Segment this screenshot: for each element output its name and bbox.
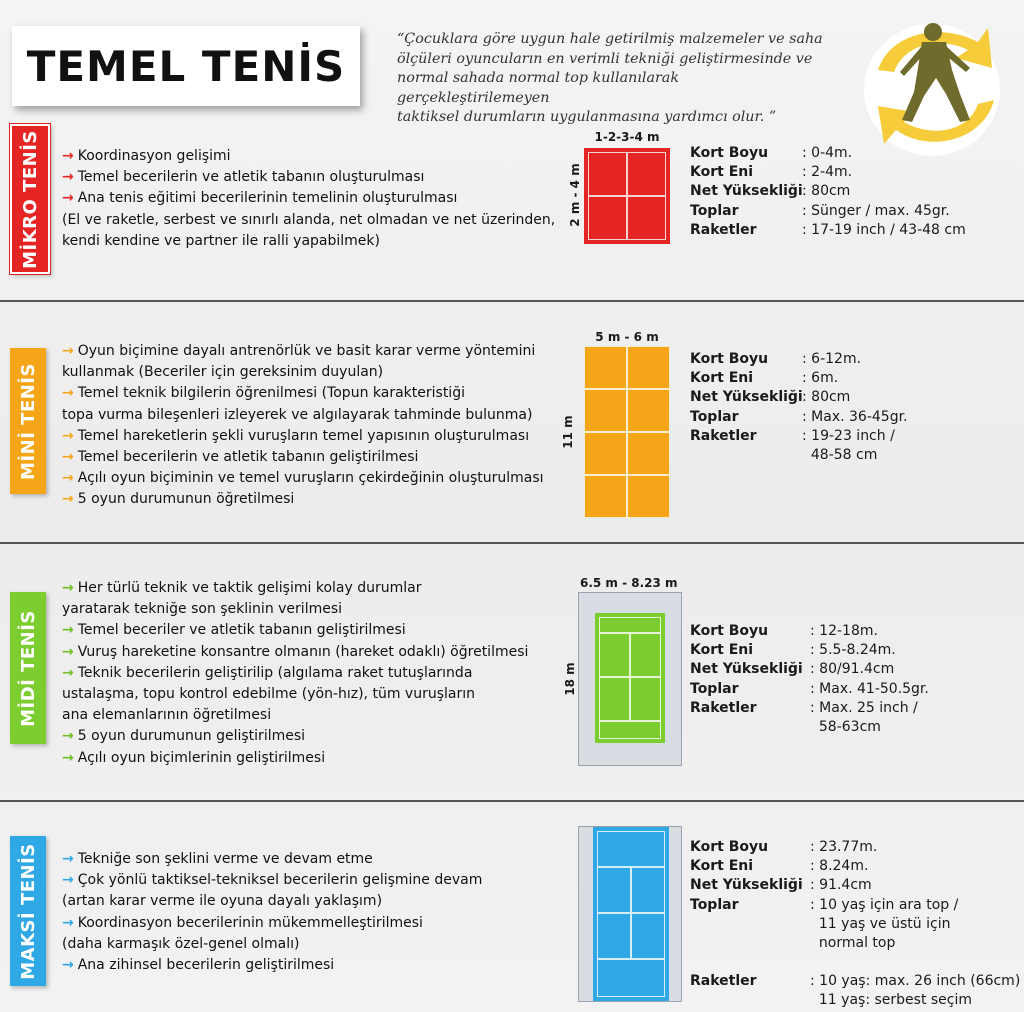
bullet-item <box>62 489 544 510</box>
quote-line: normal sahada normal top kullanılarak gerçekleştirilemeyen <box>397 70 679 106</box>
bullet-text: Açılı oyun biçiminin ve temel vuruşların çekirdeğinin oluşturulması <box>77 470 544 487</box>
spec-row <box>690 934 1020 953</box>
court-cell <box>599 617 661 633</box>
tab-label: MİDİ TENİS <box>17 609 39 727</box>
court-cell <box>584 475 627 518</box>
spec-value: : Sünger / max. 45gr. <box>802 202 950 219</box>
quote-line: “Çocuklara göre uygun hale getirilmiş malzemeler ve saha <box>397 31 823 47</box>
spec-key <box>690 718 800 737</box>
bullet-text: yaratarak tekniğe son şeklinin verilmesi <box>62 601 343 618</box>
bullet-item <box>62 188 555 209</box>
midi-specs <box>690 622 929 737</box>
bullet-item <box>62 934 482 955</box>
court-length-label: 2 m - 4 m <box>568 163 582 227</box>
spec-value: : 5.5-8.24m. <box>810 642 896 659</box>
bullet-item <box>62 405 544 426</box>
spec-value: 48-58 cm <box>802 447 878 464</box>
spec-row <box>690 915 1020 934</box>
tab-mini-tenis <box>10 348 46 494</box>
bullet-item <box>62 468 544 489</box>
spec-value: : 17-19 inch / 43-48 cm <box>802 221 966 238</box>
spec-value: : Max. 41-50.5gr. <box>810 680 929 697</box>
spec-key: Kort Boyu <box>690 839 769 855</box>
bullet-item <box>62 426 544 447</box>
spec-value: : 6m. <box>802 370 839 387</box>
court-cell <box>631 867 665 913</box>
tab-label: MİKRO TENİS <box>19 129 41 269</box>
spec-value: : 12-18m. <box>810 623 878 639</box>
bullet-item <box>62 341 544 362</box>
spec-value: 11 yaş: serbest seçim <box>810 992 973 1009</box>
maksi-court <box>578 826 682 1002</box>
spec-key: Toplar <box>690 202 739 219</box>
bullet-item <box>62 849 482 870</box>
bullet-item <box>62 955 482 976</box>
bullet-item <box>62 684 528 705</box>
court-cell <box>584 432 627 475</box>
mini-court <box>584 346 670 518</box>
bullet-item <box>62 705 528 726</box>
title-box <box>12 26 360 106</box>
court-cell <box>588 196 627 240</box>
bullet-text: Tekniğe son şeklini verme ve devam etme <box>77 851 373 867</box>
spec-value: : 80cm <box>802 389 851 406</box>
bullet-text: Çok yönlü taktiksel-tekniksel becerilerin gelişmine devam <box>77 872 483 889</box>
spec-row <box>690 718 929 737</box>
spec-row <box>690 972 1020 991</box>
court-cell <box>627 432 670 475</box>
midi-bullets <box>62 578 528 769</box>
spec-key: Toplar <box>690 896 739 913</box>
court-cell <box>597 959 665 997</box>
spec-value: : 80cm <box>802 183 851 200</box>
spec-value: : 2-4m. <box>802 164 853 181</box>
arrow-right-icon: → <box>62 872 74 889</box>
spec-row <box>690 660 929 679</box>
spec-value: : 8.24m. <box>810 858 869 875</box>
section-divider <box>0 800 1024 802</box>
spec-row <box>690 953 1020 972</box>
court-cell <box>627 389 670 432</box>
bullet-text: 5 oyun durumunun öğretilmesi <box>77 491 295 508</box>
spec-key <box>690 915 800 934</box>
bullet-text: Açılı oyun biçimlerinin geliştirilmesi <box>77 749 326 766</box>
mikro-bullets <box>62 146 555 252</box>
bullet-text: Koordinasyon becerilerinin mükemmelleştirilmesi <box>77 914 423 931</box>
spec-row <box>690 680 929 699</box>
bullet-text: ustalaşma, topu kontrol edebilme (yön-hız), tüm vuruşların <box>62 686 475 703</box>
court-cell <box>627 475 670 518</box>
arrow-right-icon: → <box>62 385 74 402</box>
spec-key: Kort Boyu <box>690 145 769 161</box>
spec-row <box>690 369 908 388</box>
maksi-specs <box>690 838 1020 1011</box>
court-cell <box>584 346 627 389</box>
arrow-right-icon: → <box>62 957 74 974</box>
court-cell <box>597 913 631 959</box>
spec-key: Toplar <box>690 408 739 425</box>
spec-row <box>690 388 908 407</box>
court-cell <box>599 677 630 721</box>
arrow-right-icon: → <box>62 643 74 660</box>
bullet-text: Temel becerilerin ve atletik tabanın geliştirilmesi <box>77 449 419 466</box>
arrow-right-icon: → <box>62 580 74 596</box>
bullet-item <box>62 231 555 252</box>
spec-key <box>690 446 800 465</box>
bullet-item <box>62 891 482 912</box>
bullet-text: Temel becerilerin ve atletik tabanın oluşturulması <box>77 169 425 186</box>
bullet-item <box>62 210 555 231</box>
spec-row <box>690 991 1020 1010</box>
spec-row <box>690 427 908 446</box>
section-divider <box>0 542 1024 544</box>
spec-value: : Max. 25 inch / <box>810 699 918 716</box>
bullet-item <box>62 167 555 188</box>
arrow-right-icon: → <box>62 470 74 487</box>
spec-value: : 19-23 inch / <box>802 427 895 444</box>
bullet-text: (artan karar verme ile oyuna dayalı yaklaşım) <box>62 893 383 910</box>
spec-value <box>800 953 802 972</box>
section-divider <box>0 300 1024 302</box>
bullet-text: Ana zihinsel becerilerin geliştirilmesi <box>77 957 335 974</box>
court-cell <box>597 867 631 913</box>
spec-row <box>690 144 966 163</box>
spec-key: Raketler <box>690 221 757 238</box>
tab-maksi-tenis <box>10 836 46 986</box>
bullet-text: Temel hareketlerin şekli vuruşların temel yapısının oluşturulması <box>77 427 530 444</box>
spec-key: Raketler <box>690 699 757 716</box>
court-cell <box>631 913 665 959</box>
spec-key: Raketler <box>690 973 757 990</box>
bullet-item <box>62 748 528 769</box>
court-width-label: 1-2-3-4 m <box>594 130 660 144</box>
bullet-text: (daha karmaşık özel-genel olmalı) <box>62 935 300 952</box>
court-cell <box>597 831 665 867</box>
spec-key: Kort Boyu <box>690 351 769 367</box>
arrow-right-icon: → <box>62 169 74 186</box>
mikro-specs <box>690 144 966 240</box>
maksi-bullets <box>62 849 482 976</box>
court-cell <box>630 633 661 677</box>
court-cell <box>584 389 627 432</box>
spec-row <box>690 876 1020 895</box>
bullet-text: Temel teknik bilgilerin öğrenilmesi (Topun karakteristiği <box>77 385 465 402</box>
spec-row <box>690 699 929 718</box>
bullet-text: Ana tenis eğitimi becerilerinin temelinin oluşturulması <box>77 190 458 207</box>
spec-key: Kort Eni <box>690 370 754 387</box>
arrow-right-icon: → <box>62 148 74 164</box>
quote-line: ölçüleri oyuncuların en verimli tekniği geliştirmesinde ve <box>397 50 813 67</box>
arrow-right-icon: → <box>62 728 74 745</box>
spec-row <box>690 221 966 240</box>
mikro-court <box>584 148 670 244</box>
spec-value: : 6-12m. <box>802 351 862 367</box>
arrow-right-icon: → <box>62 914 74 931</box>
mini-bullets <box>62 341 544 511</box>
court-cell <box>627 346 670 389</box>
spec-key: Net Yüksekliği <box>690 183 803 200</box>
bullet-item <box>62 913 482 934</box>
bullet-text: topa vurma bileşenleri izleyerek ve algılayarak tahminde bulunma) <box>62 406 533 423</box>
bullet-text: Oyun biçimine dayalı antrenörlük ve basit karar verme yöntemini <box>77 343 536 359</box>
spec-row <box>690 350 908 369</box>
intro-quote <box>397 30 827 128</box>
arrow-right-icon: → <box>62 851 74 867</box>
arrow-right-icon: → <box>62 190 74 207</box>
tab-label: MAKSİ TENİS <box>17 842 39 980</box>
spec-value: : 10 yaş için ara top / <box>810 896 959 913</box>
spec-value: : 0-4m. <box>802 145 853 161</box>
spec-row <box>690 857 1020 876</box>
bullet-item <box>62 146 555 167</box>
arrow-right-icon: → <box>62 622 74 639</box>
spec-row <box>690 622 929 641</box>
court-length-label: 18 m <box>563 662 577 696</box>
tab-mikro-tenis <box>10 124 50 274</box>
spec-row <box>690 182 966 201</box>
page-title: TEMEL TENİS <box>26 41 346 91</box>
arrow-right-icon: → <box>62 749 74 766</box>
spec-row <box>690 202 966 221</box>
bullet-text: Temel beceriler ve atletik tabanın geliştirilmesi <box>77 622 406 639</box>
court-cell <box>630 677 661 721</box>
spec-key: Kort Eni <box>690 164 754 181</box>
spec-key: Net Yüksekliği <box>690 661 803 678</box>
court-cell <box>627 152 666 196</box>
spec-value: : 91.4cm <box>810 877 872 894</box>
spec-key <box>690 953 800 972</box>
spec-key: Kort Eni <box>690 858 754 875</box>
bullet-item <box>62 578 528 599</box>
bullet-item <box>62 599 528 620</box>
bullet-text: kendi kendine ve partner ile ralli yapabilmek) <box>62 232 380 249</box>
spec-row <box>690 641 929 660</box>
spec-key <box>690 934 800 953</box>
spec-value: : 80/91.4cm <box>810 661 895 678</box>
bullet-item <box>62 642 528 663</box>
bullet-item <box>62 383 544 404</box>
spec-key: Net Yüksekliği <box>690 389 803 406</box>
bullet-text: 5 oyun durumunun geliştirilmesi <box>77 728 306 745</box>
spec-key: Net Yüksekliği <box>690 877 803 894</box>
tab-midi-tenis <box>10 592 46 744</box>
spec-value: normal top <box>810 935 896 952</box>
bullet-text: Teknik becerilerin geliştirilip (algılama raket tutuşlarında <box>77 664 473 681</box>
bullet-text: kullanmak (Beceriler için gereksinim duyulan) <box>62 364 384 381</box>
bullet-item <box>62 447 544 468</box>
mini-specs <box>690 350 908 465</box>
spec-value: : Max. 36-45gr. <box>802 408 908 425</box>
arrow-right-icon: → <box>62 664 74 681</box>
spec-value: : 10 yaş: max. 26 inch (66cm) <box>810 973 1021 990</box>
court-cell <box>599 633 630 677</box>
spec-value: : 23.77m. <box>810 839 878 855</box>
court-width-label: 6.5 m - 8.23 m <box>580 576 678 590</box>
tab-label: MİNİ TENİS <box>17 362 39 480</box>
court-cell <box>627 196 666 240</box>
tennis-player-logo-icon <box>860 8 1010 158</box>
spec-row <box>690 408 908 427</box>
spec-key: Raketler <box>690 427 757 444</box>
spec-value: 58-63cm <box>810 719 881 736</box>
spec-row <box>690 446 908 465</box>
arrow-right-icon: → <box>62 449 74 466</box>
spec-row <box>690 163 966 182</box>
arrow-right-icon: → <box>62 491 74 508</box>
midi-court <box>578 592 682 766</box>
bullet-text: Koordinasyon gelişimi <box>77 148 231 164</box>
spec-key: Kort Boyu <box>690 623 769 639</box>
court-width-label: 5 m - 6 m <box>595 330 659 344</box>
bullet-item <box>62 870 482 891</box>
bullet-item <box>62 620 528 641</box>
bullet-item <box>62 663 528 684</box>
court-length-label: 11 m <box>561 415 575 449</box>
spec-row <box>690 896 1020 915</box>
bullet-item <box>62 726 528 747</box>
quote-line: taktiksel durumların uygulanmasına yardımcı olur. ” <box>397 109 777 125</box>
bullet-text: ana elemanlarının öğretilmesi <box>62 707 272 724</box>
court-cell <box>599 721 661 739</box>
court-cell <box>588 152 627 196</box>
arrow-right-icon: → <box>62 343 74 359</box>
bullet-item <box>62 362 544 383</box>
spec-row <box>690 838 1020 857</box>
spec-key <box>690 991 800 1010</box>
spec-key: Toplar <box>690 680 739 697</box>
bullet-text: (El ve raketle, serbest ve sınırlı alanda, net olmadan ve net üzerinden, <box>62 211 556 228</box>
arrow-right-icon: → <box>62 427 74 444</box>
spec-value: 11 yaş ve üstü için <box>810 915 951 932</box>
bullet-text: Vuruş hareketine konsantre olmanın (hareket odaklı) öğretilmesi <box>77 643 529 660</box>
bullet-text: Her türlü teknik ve taktik gelişimi kolay durumlar <box>77 580 422 596</box>
spec-key: Kort Eni <box>690 642 754 659</box>
